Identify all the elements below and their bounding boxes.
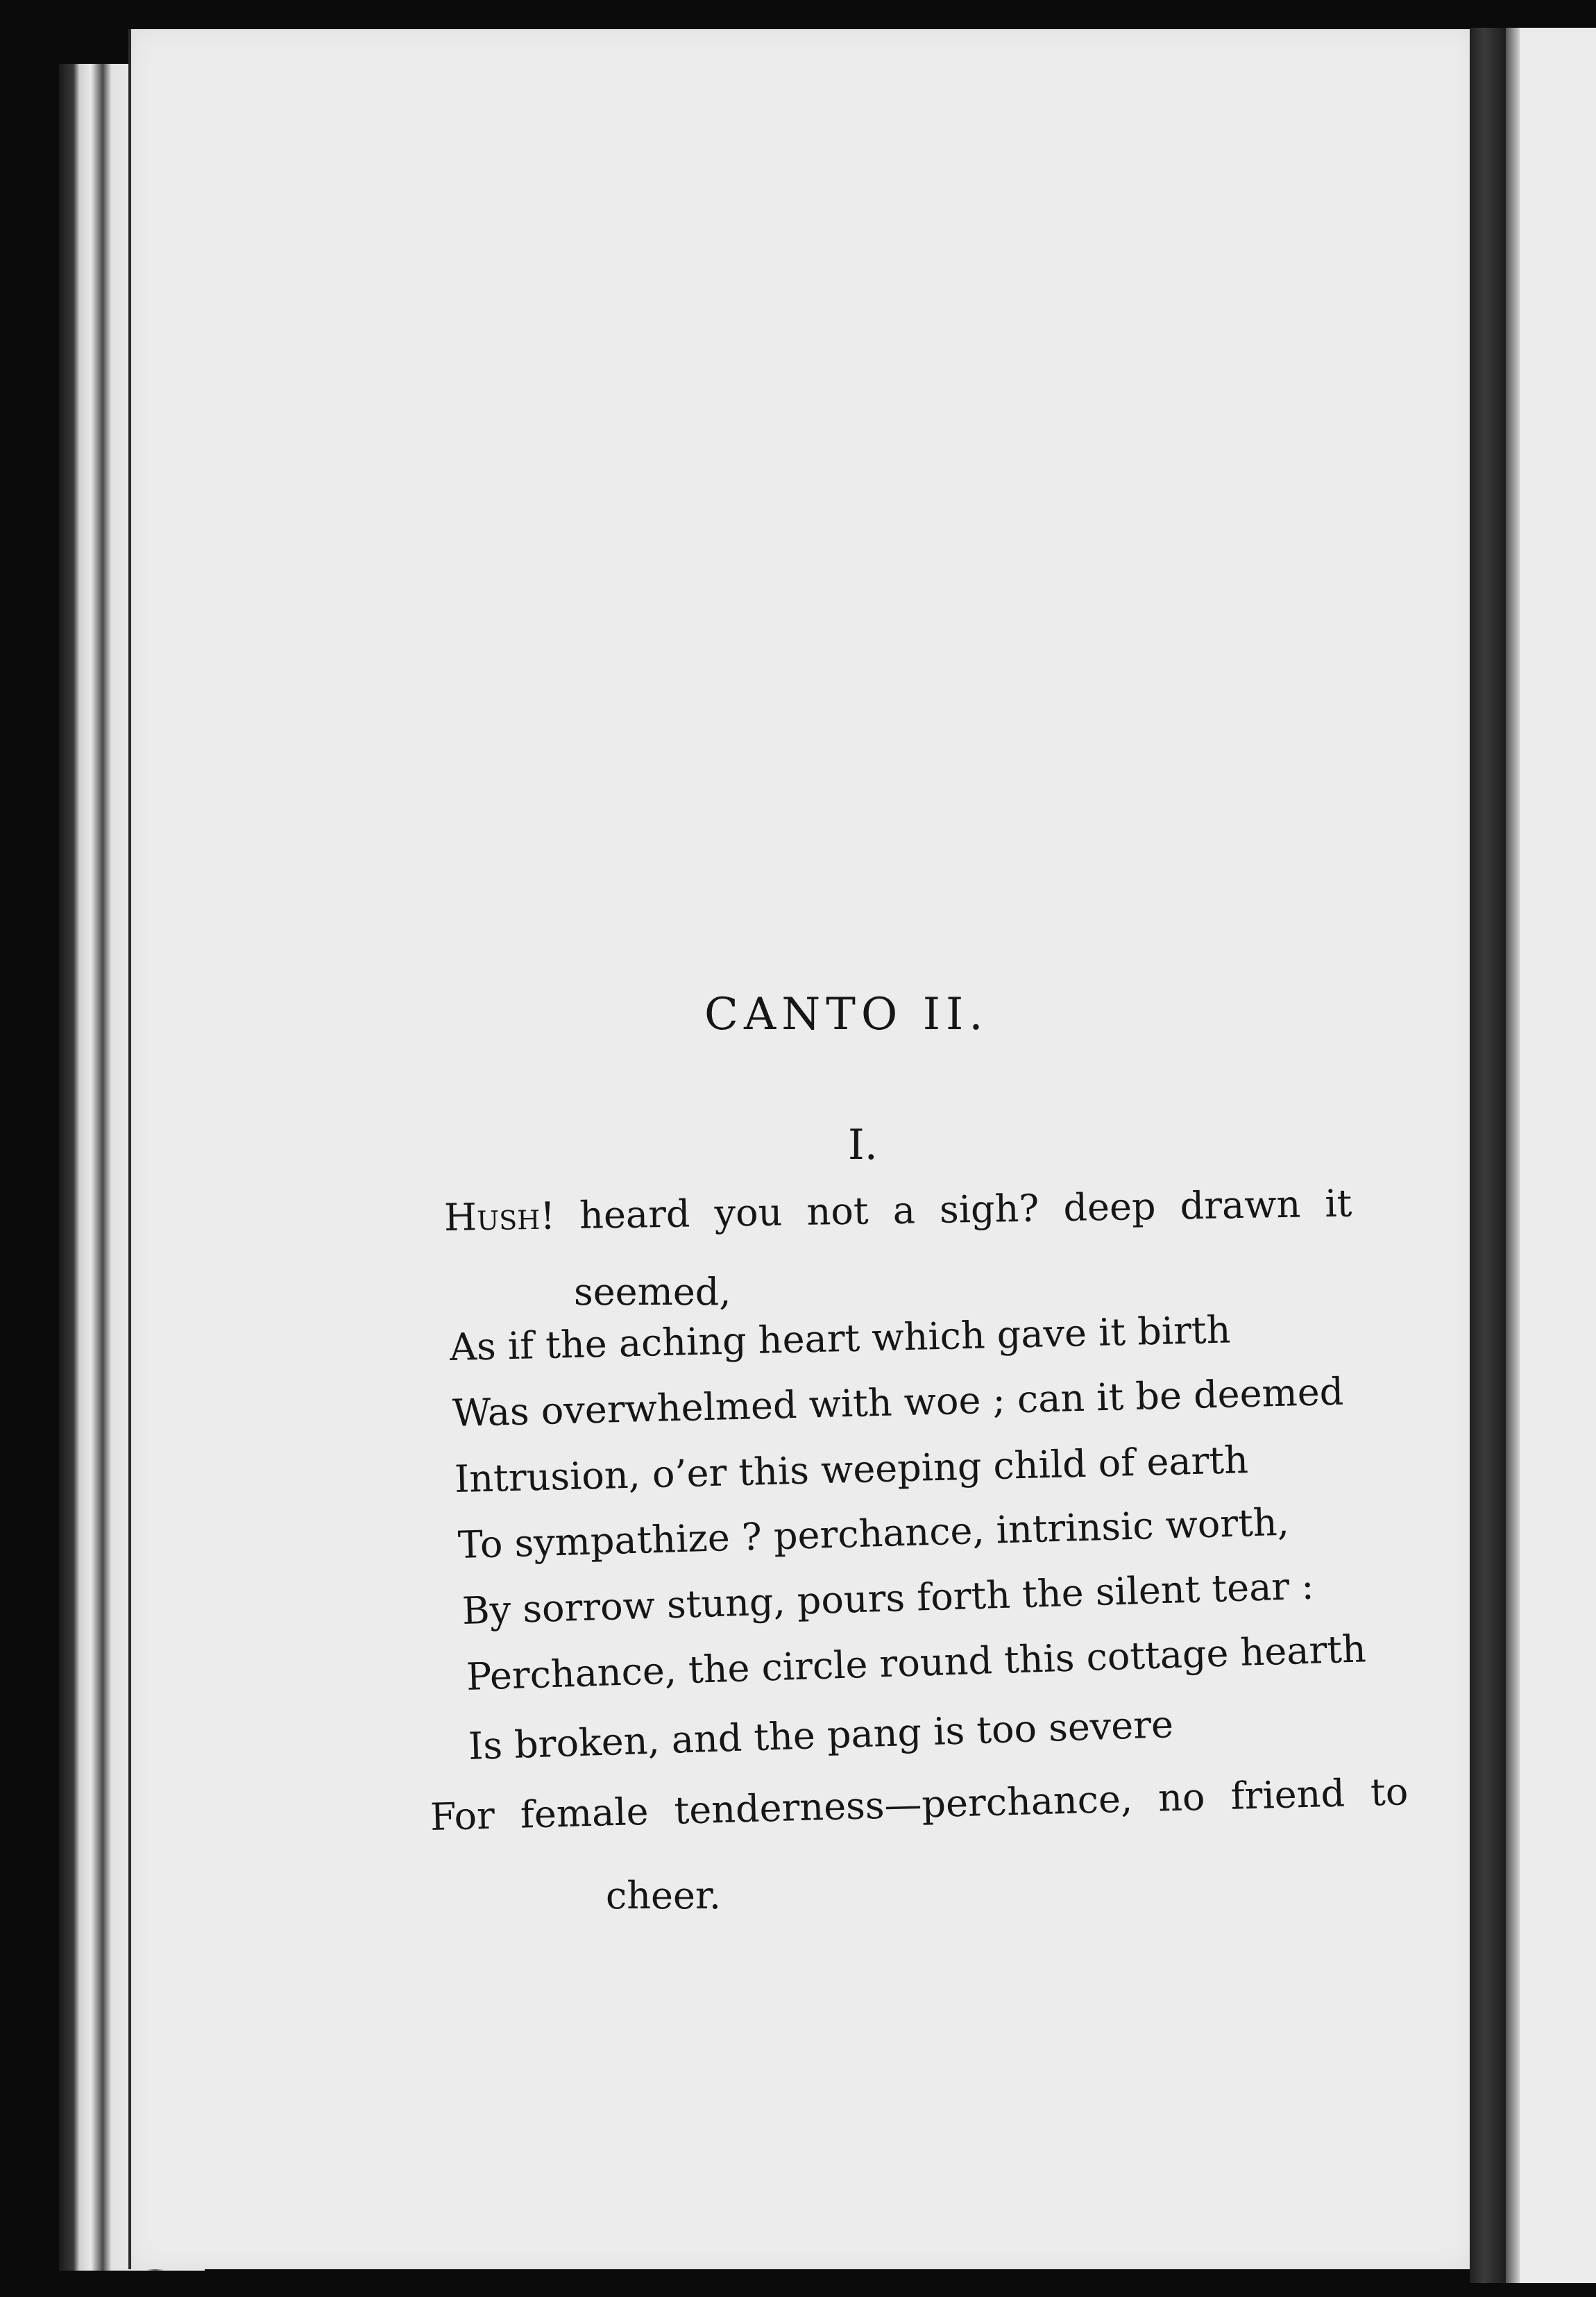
verse-line-9-continuation: cheer.: [606, 1874, 721, 1917]
verse-line-2: As if the aching heart which gave it birth: [449, 1307, 1232, 1369]
verse-line-1: [443, 1181, 1352, 1239]
stanza-number: I.: [848, 1121, 878, 1169]
verse-line-4: Intrusion, o’er this weeping child of earth: [454, 1438, 1249, 1501]
opening-word: Hush: [443, 1194, 541, 1239]
verse-line-9: For female tenderness—perchance, no friend to: [430, 1770, 1409, 1839]
verse-line-7: Perchance, the circle round this cottage hearth: [465, 1627, 1367, 1699]
verse-line-3: Was overwhelmed with woe ; can it be deemed: [452, 1369, 1344, 1435]
verse-line-6: By sorrow stung, pours forth the silent tear :: [461, 1563, 1315, 1633]
verse-line-1-text: ! heard you not a sigh? deep drawn it: [539, 1181, 1352, 1238]
verse-line-5: To sympathize ? perchance, intrinsic worth,: [457, 1500, 1290, 1567]
verse-line-1-continuation: seemed,: [574, 1270, 731, 1314]
canto-heading: CANTO II.: [704, 989, 989, 1040]
verse-line-8: Is broken, and the pang is too severe: [467, 1702, 1174, 1768]
